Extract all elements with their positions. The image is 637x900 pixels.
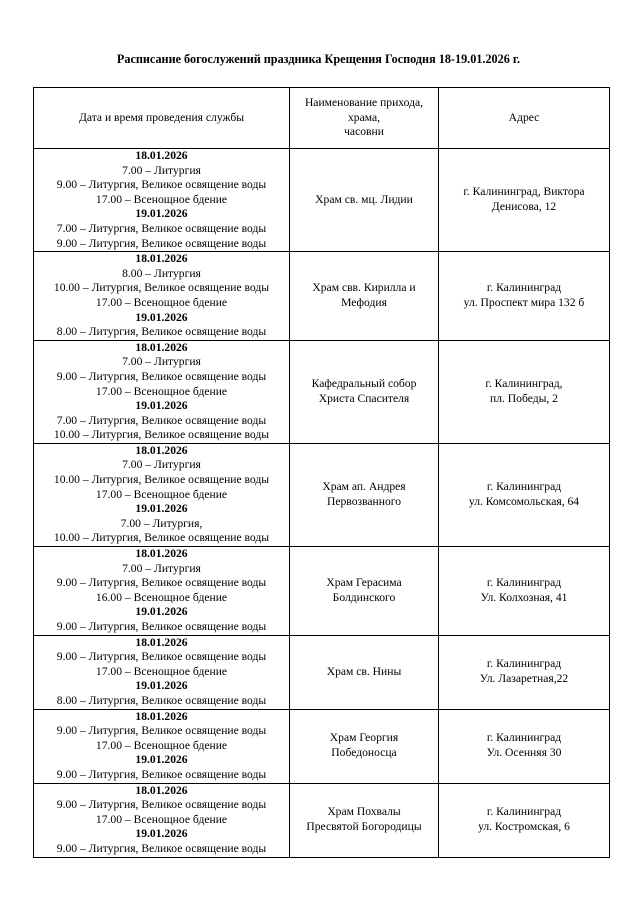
table-row (34, 547, 610, 636)
table-row (34, 443, 610, 546)
parish-name-cell (290, 443, 439, 546)
address-line: г. Калининград (486, 731, 562, 745)
parish-name-line: Первозванного (326, 494, 402, 508)
address-line: г. Калининград (486, 281, 562, 295)
address-line: г. Калининград (486, 657, 562, 671)
parish-name-line: Мефодия (341, 295, 387, 309)
parish-name-line: Кафедральный собор (311, 377, 417, 391)
service-time-line: 10.00 – Литургия, Великое освящение воды (53, 281, 270, 295)
service-date: 19.01.2026 (135, 605, 188, 619)
service-date: 18.01.2026 (135, 149, 188, 162)
address-line: г. Калининград (486, 576, 562, 590)
parish-name-line: Болдинского (332, 590, 396, 604)
address-line: Денисова, 12 (491, 200, 557, 214)
service-time-line: 9.00 – Литургия, Великое освящение воды (56, 841, 267, 855)
address-cell (439, 149, 610, 252)
service-time-line: 9.00 – Литургия, Великое освящение воды (56, 236, 267, 250)
parish-name-cell (290, 547, 439, 636)
parish-name-line: Христа Спасителя (318, 391, 410, 405)
service-time-line: 9.00 – Литургия, Великое освящение воды (56, 369, 267, 383)
parish-name-cell (290, 709, 439, 783)
service-times-cell (34, 547, 290, 636)
service-date: 19.01.2026 (135, 310, 188, 324)
service-times-cell (34, 252, 290, 341)
parish-name-cell (290, 340, 439, 443)
service-times-cell (34, 443, 290, 546)
service-time-line: 7.00 – Литургия (122, 458, 201, 472)
address-line: Ул. Осенняя 30 (486, 746, 562, 760)
service-time-line: 7.00 – Литургия, (120, 516, 203, 530)
table-row (34, 149, 610, 252)
address-cell (439, 443, 610, 546)
service-date: 18.01.2026 (135, 252, 188, 266)
service-date: 19.01.2026 (135, 753, 188, 767)
address-line: ул. Костромская, 6 (478, 820, 570, 834)
service-date: 19.01.2026 (135, 827, 188, 841)
address-line: пл. Победы, 2 (490, 391, 558, 405)
service-time-line: 9.00 – Литургия, Великое освящение воды (56, 178, 267, 192)
address-cell (439, 547, 610, 636)
service-time-line: 9.00 – Литургия, Великое освящение воды (56, 724, 267, 738)
service-time-line: 7.00 – Литургия (122, 561, 201, 575)
service-time-line: 17.00 – Всенощное бдение (95, 664, 228, 678)
service-time-line: 9.00 – Литургия, Великое освящение воды (56, 798, 267, 812)
address-cell (439, 340, 610, 443)
table-row (34, 252, 610, 341)
service-time-line: 7.00 – Литургия, Великое освящение воды (56, 221, 267, 235)
service-times-cell (34, 783, 290, 857)
service-time-line: 10.00 – Литургия, Великое освящение воды (53, 531, 270, 545)
service-time-line: 7.00 – Литургия, Великое освящение воды (56, 413, 267, 427)
parish-name-line: Храм ап. Андрея (322, 480, 406, 494)
parish-name-line: Храм св. Нины (326, 664, 402, 678)
service-time-line: 17.00 – Всенощное бдение (95, 487, 228, 501)
address-line: г. Калининград (486, 805, 562, 819)
service-date: 18.01.2026 (135, 547, 188, 561)
address-cell (439, 709, 610, 783)
service-time-line: 8.00 – Литургия, Великое освящение воды (56, 693, 267, 707)
service-date: 19.01.2026 (135, 679, 188, 693)
table-row (34, 340, 610, 443)
service-date: 18.01.2026 (135, 443, 188, 457)
service-time-line: 17.00 – Всенощное бдение (95, 738, 228, 752)
service-time-line: 9.00 – Литургия, Великое освящение воды (56, 620, 267, 633)
service-date: 19.01.2026 (135, 207, 188, 221)
address-cell (439, 635, 610, 709)
service-times-cell (34, 149, 290, 252)
service-time-line: 17.00 – Всенощное бдение (95, 812, 228, 826)
service-time-line: 9.00 – Литургия, Великое освящение воды (56, 767, 267, 781)
header-datetime: Дата и время проведения службы (34, 88, 290, 149)
table-header-row (34, 88, 610, 149)
parish-name-line: Храм Георгия (329, 731, 399, 745)
address-line: г. Калининград, (485, 377, 563, 391)
service-time-line: 7.00 – Литургия (122, 355, 201, 369)
service-time-line: 8.00 – Литургия, Великое освящение воды (56, 325, 267, 339)
table-row (34, 709, 610, 783)
address-cell (439, 252, 610, 341)
service-time-line: 16.00 – Всенощное бдение (95, 590, 228, 604)
service-time-line: 9.00 – Литургия, Великое освящение воды (56, 576, 267, 590)
service-date: 18.01.2026 (135, 783, 188, 797)
parish-name-line: Храм Герасима (326, 576, 402, 590)
table-row (34, 783, 610, 857)
parish-name-cell (290, 149, 439, 252)
header-parish: Наименование прихода, храма, часовни (290, 88, 439, 149)
service-time-line: 17.00 – Всенощное бдение (95, 295, 228, 309)
address-line: г. Калининград (486, 480, 562, 494)
parish-name-line: Пресвятой Богородицы (306, 820, 422, 834)
parish-name-line: Победоносца (331, 746, 397, 760)
schedule-table (33, 87, 610, 858)
service-date: 18.01.2026 (135, 635, 188, 649)
service-time-line: 8.00 – Литургия (122, 266, 201, 280)
service-time-line: 7.00 – Литургия (122, 163, 201, 177)
address-line: ул. Проспект мира 132 б (463, 295, 585, 309)
parish-name-line: Храм Похвалы (327, 805, 401, 819)
service-times-cell (34, 635, 290, 709)
document-title: Расписание богослужений праздника Крещения Господня 18-19.01.2026 г. (116, 52, 521, 66)
service-date: 19.01.2026 (135, 399, 188, 413)
address-line: Ул. Колхозная, 41 (480, 590, 568, 604)
service-date: 18.01.2026 (135, 709, 188, 723)
address-line: г. Калининград, Виктора (463, 185, 585, 199)
service-date: 19.01.2026 (135, 502, 188, 516)
parish-name-cell (290, 635, 439, 709)
parish-name-line: Храм свв. Кирилла и (312, 281, 416, 295)
parish-name-cell (290, 252, 439, 341)
service-date: 18.01.2026 (135, 340, 188, 354)
header-address: Адрес (439, 88, 610, 149)
address-line: ул. Комсомольская, 64 (468, 494, 580, 508)
service-time-line: 9.00 – Литургия, Великое освящение воды (56, 650, 267, 664)
service-time-line: 10.00 – Литургия, Великое освящение воды (53, 473, 270, 487)
address-cell (439, 783, 610, 857)
service-times-cell (34, 709, 290, 783)
service-time-line: 17.00 – Всенощное бдение (95, 384, 228, 398)
table-row (34, 635, 610, 709)
service-time-line: 10.00 – Литургия, Великое освящение воды (53, 428, 270, 442)
parish-name-line: Храм св. мц. Лидии (315, 192, 413, 206)
parish-name-cell (290, 783, 439, 857)
service-times-cell (34, 340, 290, 443)
address-line: Ул. Лазаретная,22 (479, 672, 569, 686)
service-time-line: 17.00 – Всенощное бдение (95, 192, 228, 206)
